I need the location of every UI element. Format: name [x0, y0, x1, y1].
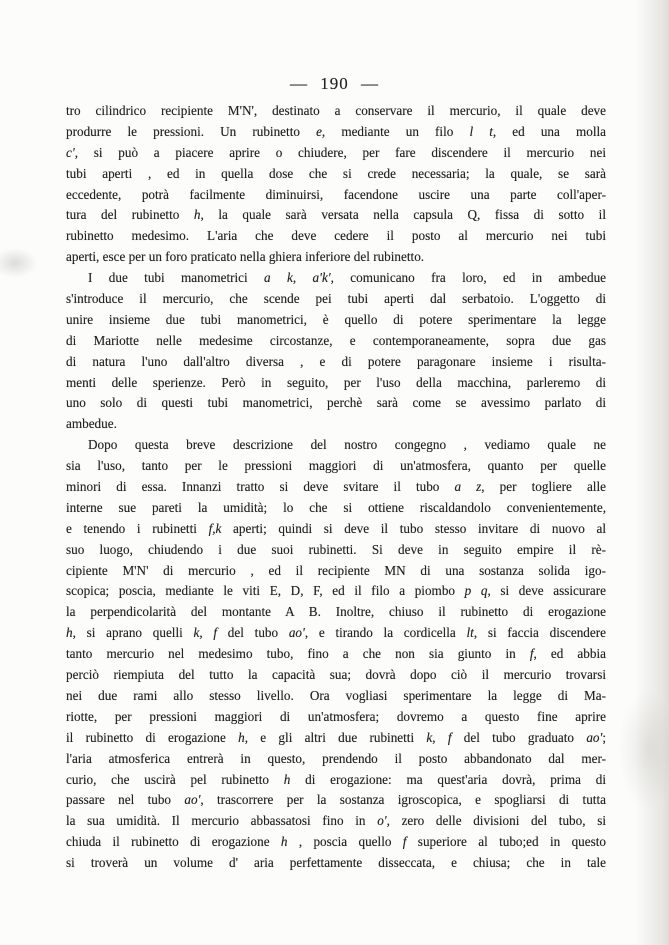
text-segment: , e tirando la cordicella	[304, 625, 467, 641]
text-segment: , si aprano quelli	[72, 625, 194, 641]
figure-reference: lt	[466, 625, 474, 641]
figure-reference: h	[66, 625, 73, 641]
text-line	[66, 623, 606, 644]
text-line	[66, 477, 606, 498]
figure-reference: a k	[264, 270, 293, 286]
text-segment: l'aria atmosferica entrerà in questo, prendendo il posto abbandonato dal mer-	[66, 750, 606, 766]
text-segment: nei due rami allo stesso livello. Ora vogliasi sperimentare la legge di Ma-	[66, 687, 606, 703]
text-segment: Dopo questa breve descrizione del nostro congegno , vediamo quale ne	[88, 437, 606, 453]
text-segment: cipiente M'N' di mercurio , ed il recipiente MN di una sostanza solida igo-	[66, 562, 606, 578]
text-line	[66, 581, 606, 602]
text-line	[66, 498, 606, 519]
text-column	[66, 101, 606, 874]
text-segment: sia l'uso, tanto per le pressioni maggiori di un'atmosfera, quanto per quelle	[66, 458, 606, 474]
text-line	[66, 414, 606, 435]
text-segment: superiore al tubo;ed in questo	[406, 834, 606, 850]
text-line	[66, 540, 606, 561]
text-line	[66, 226, 606, 247]
text-line	[66, 770, 606, 791]
text-segment: tro cilindrico recipiente M'N', destinato a conservare il mercurio, il quale deve	[66, 103, 606, 118]
figure-reference: f	[529, 646, 534, 662]
text-line	[66, 373, 606, 394]
text-line	[66, 853, 606, 874]
text-line	[66, 749, 606, 770]
figure-reference: f,k	[208, 520, 222, 536]
text-line	[66, 790, 606, 811]
figure-reference: ao'	[586, 729, 603, 745]
figure-reference: f	[402, 834, 407, 850]
text-segment: , zero delle divisioni del tubo, si	[386, 813, 606, 829]
text-segment: la perpendicolarità del montante A B. Inoltre, chiuso il rubinetto di erogazione	[66, 604, 606, 620]
text-segment: ;	[602, 729, 606, 745]
text-segment: rubinetto medesimo. L'aria che deve cedere il posto al mercurio nei tubi	[66, 228, 606, 244]
text-segment: unire insieme due tubi manometrici, è quello di potere sperimentare la legge	[66, 311, 606, 327]
text-line	[66, 435, 606, 456]
text-line	[66, 686, 606, 707]
text-segment: , comunicano fra loro, ed in ambedue	[330, 270, 606, 286]
text-line	[66, 561, 606, 582]
text-line	[66, 143, 606, 164]
text-segment: , ed abbia	[533, 646, 606, 662]
text-line	[66, 164, 606, 185]
text-segment: tura del rubinetto	[66, 207, 194, 223]
text-segment: tanto mercurio nel medesimo tubo, fino a che non sia giunto in	[66, 646, 530, 662]
text-line	[66, 122, 606, 143]
text-segment: , e gli altri due rubinetti	[244, 729, 427, 745]
text-segment: aperti, esce per un foro praticato nella ghiera inferiore del rubinetto.	[66, 249, 425, 265]
text-segment: minori di essa. Innanzi tratto si deve svitare il tubo	[66, 479, 455, 495]
text-segment: , ed una molla	[492, 123, 606, 139]
figure-reference: k, f	[193, 625, 218, 641]
figure-reference: h	[238, 729, 245, 745]
figure-reference: ao'	[288, 625, 305, 641]
text-segment: di Mariotte nelle medesime circostanze, e contemporaneamente, sopra due gas	[66, 332, 606, 348]
figure-reference: c'	[66, 144, 75, 160]
page-edge-shadow	[635, 0, 669, 945]
text-segment: e tenendo i rubinetti	[66, 520, 209, 536]
text-segment: perciò riempiuta del tutto la capacità sua; dovrà dopo ciò il mercurio trovarsi	[66, 667, 606, 683]
text-line	[66, 352, 606, 373]
text-segment: eccedente, potrà facilmente diminuirsi, facendone uscire una parte coll'aper-	[66, 186, 606, 202]
text-segment: , trascorrere per la sostanza igroscopica, e spogliarsi di tutta	[200, 792, 606, 808]
text-line	[66, 602, 606, 623]
figure-reference: h	[280, 834, 288, 850]
figure-reference: k, f	[426, 729, 452, 745]
text-line	[66, 707, 606, 728]
text-segment: scopica; poscia, mediante le viti E, D, F, ed il filo a piombo	[66, 583, 465, 599]
text-segment: I due tubi manometrici	[88, 270, 265, 286]
text-segment: si troverà un volume d' aria perfettamente disseccata, e chiusa; che in tale	[66, 855, 606, 871]
text-line	[66, 644, 606, 665]
figure-reference: a z	[454, 479, 482, 495]
text-segment: , si può a piacere aprire o chiudere, per fare discendere il mercurio nei	[74, 144, 606, 160]
text-segment: chiuda il rubinetto di erogazione	[66, 834, 281, 850]
figure-reference: h	[283, 771, 291, 787]
text-segment: , si deve assicurare	[487, 583, 606, 599]
text-segment: tubi aperti , ed in quella dose che si crede necessaria; la quale, se sarà	[66, 165, 606, 181]
text-segment: , per togliere alle	[481, 479, 606, 495]
text-line	[66, 393, 606, 414]
figure-reference: e	[316, 123, 322, 139]
text-segment: il rubinetto di erogazione	[66, 729, 239, 745]
paragraph	[66, 435, 606, 874]
text-segment: la sua umidità. Il mercurio abbassatosi fino in	[66, 813, 378, 829]
text-segment: aperti; quindi si deve il tubo stesso invitare di nuovo al	[221, 520, 606, 536]
text-segment: ambedue.	[66, 416, 117, 432]
text-line	[66, 247, 606, 268]
text-segment: , la quale sarà versata nella capsula Q, fissa di sotto il	[200, 207, 606, 223]
text-segment: di erogazione: ma quest'aria dovrà, prima di	[290, 771, 606, 787]
scan-smudge	[618, 690, 669, 810]
text-segment: ,	[292, 270, 313, 286]
text-segment: del tubo graduato	[451, 729, 587, 745]
figure-reference: h	[193, 207, 201, 223]
text-segment: suo luogo, chiudendo i due suoi rubinetti. Si deve in seguito empire il rè-	[66, 541, 606, 557]
text-line	[66, 665, 606, 686]
figure-reference: o'	[377, 813, 387, 829]
text-segment: di natura l'uno dall'altro diversa , e di potere paragonare insieme i risulta-	[66, 353, 606, 369]
text-line	[66, 519, 606, 540]
text-segment: del tubo	[217, 625, 289, 641]
text-segment: uno solo di questi tubi manometrici, perchè sarà come se avessimo parlato di	[66, 395, 606, 411]
text-line	[66, 832, 606, 853]
text-segment: interne sue pareti la umidità; lo che si ottiene riscaldandolo convenientemente,	[66, 499, 606, 515]
page-number: — 190 —	[290, 74, 379, 93]
figure-reference: a'k'	[312, 270, 331, 286]
text-line	[66, 289, 606, 310]
scan-smudge	[0, 248, 38, 278]
text-segment: produrre le pressioni. Un rubinetto	[66, 123, 317, 139]
text-segment: curio, che uscirà pel rubinetto	[66, 771, 284, 787]
text-line	[66, 811, 606, 832]
text-segment: menti delle sperienze. Però in seguito, per l'uso della macchina, parleremo di	[66, 374, 606, 390]
text-line	[66, 728, 606, 749]
paragraph	[66, 101, 606, 268]
text-line	[66, 205, 606, 226]
text-line	[66, 310, 606, 331]
text-segment: , poscia quello	[287, 834, 403, 850]
text-line	[66, 101, 606, 122]
text-line	[66, 331, 606, 352]
text-line	[66, 456, 606, 477]
text-segment: , mediante un filo	[321, 123, 470, 139]
paragraph	[66, 268, 606, 435]
text-segment: , si faccia discendere	[473, 625, 606, 641]
text-line	[66, 185, 606, 206]
text-line	[66, 268, 606, 289]
text-segment: riotte, per pressioni maggiori di un'atmosfera; dovremo a questo fine aprire	[66, 708, 606, 724]
text-segment: s'introduce il mercurio, che scende pei tubi aperti dal serbatoio. L'oggetto di	[66, 291, 606, 307]
figure-reference: l t	[469, 123, 493, 139]
text-segment: passare nel tubo	[66, 792, 185, 808]
figure-reference: ao'	[184, 792, 201, 808]
figure-reference: p q	[464, 583, 488, 599]
